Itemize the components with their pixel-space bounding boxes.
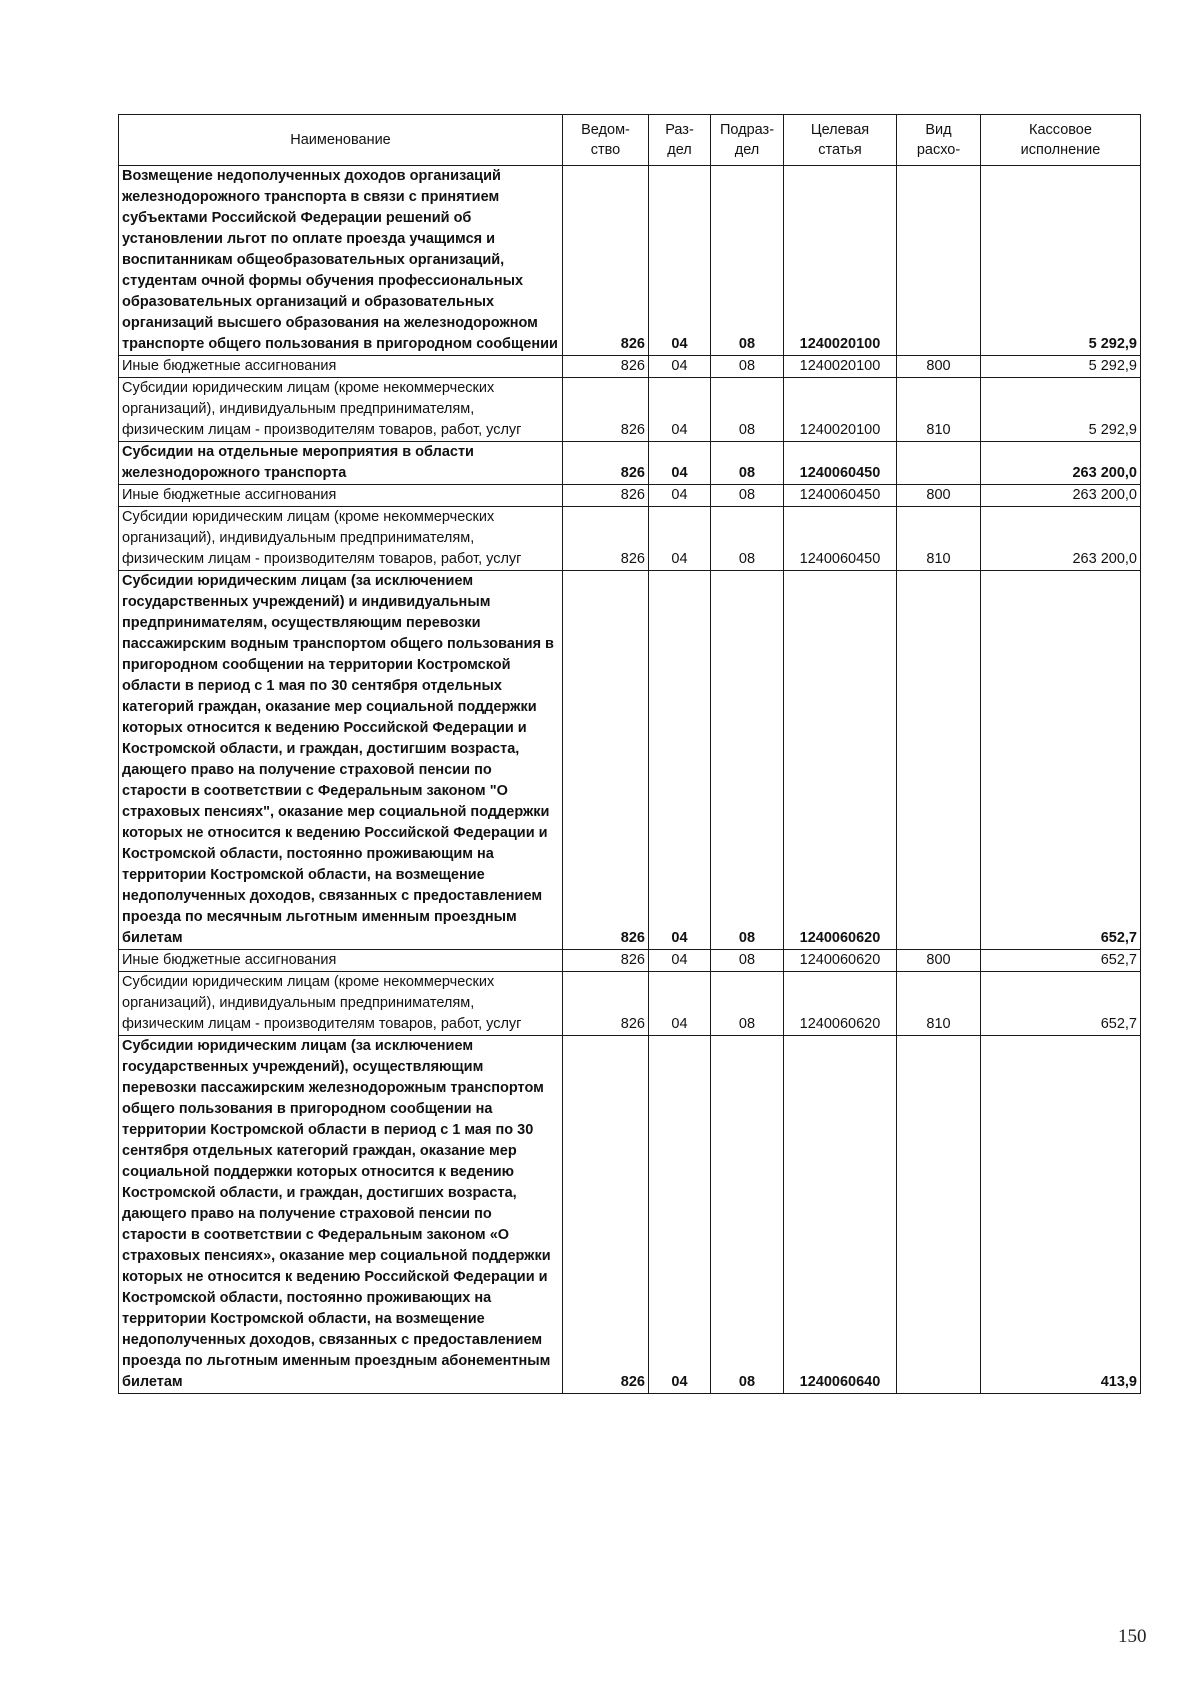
- table-row: [119, 571, 1141, 950]
- row-celevaya: 1240060450: [784, 507, 897, 571]
- row-vedomstvo: 826: [563, 507, 649, 571]
- row-vid: [897, 571, 981, 950]
- page-number: 150: [1118, 1626, 1147, 1647]
- row-celevaya: 1240060620: [784, 950, 897, 972]
- row-summa: 413,9: [981, 1036, 1141, 1394]
- row-podrazdel: 08: [711, 378, 784, 442]
- row-podrazdel: 08: [711, 950, 784, 972]
- row-summa: 5 292,9: [981, 356, 1141, 378]
- row-vedomstvo: 826: [563, 378, 649, 442]
- table-row: [119, 507, 1141, 571]
- row-razdel: 04: [649, 356, 711, 378]
- table-row: [119, 1036, 1141, 1394]
- row-summa: 263 200,0: [981, 485, 1141, 507]
- row-name: Иные бюджетные ассигнования: [119, 356, 563, 378]
- row-summa: 5 292,9: [981, 378, 1141, 442]
- row-podrazdel: 08: [711, 1036, 784, 1394]
- row-razdel: 04: [649, 485, 711, 507]
- row-celevaya: 1240060620: [784, 571, 897, 950]
- row-vedomstvo: 826: [563, 571, 649, 950]
- row-vedomstvo: 826: [563, 1036, 649, 1394]
- row-name: Субсидии юридическим лицам (за исключением государственных учреждений) и индивидуальным предпринимателям, осуществляющим перевозки пассажирским водным транспортом общего пользования в пригородном сообщении на территории Костромской области в период с 1 мая по 30 сентября отдельных категорий граждан, оказание мер социальной поддержки которых относится к ведению Российской Федерации и Костромской области, и граждан, достигшим возраста, дающего право на получение страховой пенсии по старости в соответствии с Федеральным законом "О страховых пенсиях", оказание мер социальной поддержки которых не относится к ведению Российской Федерации и Костромской области, постоянно проживающим на территории Костромской области, на возмещение недополученных доходов, связанных с предоставлением проезда по месячным льготным именным проездным билетам: [119, 571, 563, 950]
- row-name: Субсидии юридическим лицам (за исключением государственных учреждений), осуществляющим перевозки пассажирским железнодорожным транспортом общего пользования в пригородном сообщении на территории Костромской области в период с 1 мая по 30 сентября отдельных категорий граждан, оказание мер социальной поддержки которых относится к ведению Костромской области, и граждан, достигших возраста, дающего право на получение страховой пенсии по старости в соответствии с Федеральным законом «О страховых пенсиях», оказание мер социальной поддержки которых не относится к ведению Российской Федерации и Костромской области, постоянно проживающих на территории Костромской области, на возмещение недополученных доходов, связанных с предоставлением проезда по льготным именным проездным абонементным билетам: [119, 1036, 563, 1394]
- row-razdel: 04: [649, 378, 711, 442]
- row-celevaya: 1240020100: [784, 166, 897, 356]
- row-vid: 810: [897, 378, 981, 442]
- row-summa: 652,7: [981, 950, 1141, 972]
- row-razdel: 04: [649, 972, 711, 1036]
- row-celevaya: 1240060640: [784, 1036, 897, 1394]
- row-vedomstvo: 826: [563, 972, 649, 1036]
- row-razdel: 04: [649, 950, 711, 972]
- row-vid: 810: [897, 507, 981, 571]
- row-vid: [897, 1036, 981, 1394]
- row-name: Иные бюджетные ассигнования: [119, 485, 563, 507]
- header-name: Наименование: [119, 115, 563, 166]
- row-vid: 800: [897, 485, 981, 507]
- row-podrazdel: 08: [711, 356, 784, 378]
- row-celevaya: 1240020100: [784, 356, 897, 378]
- row-razdel: 04: [649, 571, 711, 950]
- header-celevaya: Целевая статья: [784, 115, 897, 166]
- row-razdel: 04: [649, 1036, 711, 1394]
- row-vedomstvo: 826: [563, 356, 649, 378]
- table-row: [119, 972, 1141, 1036]
- row-vid: [897, 442, 981, 485]
- table-row: [119, 950, 1141, 972]
- row-vid: 800: [897, 356, 981, 378]
- table-row: [119, 166, 1141, 356]
- row-vedomstvo: 826: [563, 485, 649, 507]
- row-vedomstvo: 826: [563, 950, 649, 972]
- row-celevaya: 1240060620: [784, 972, 897, 1036]
- row-celevaya: 1240060450: [784, 442, 897, 485]
- header-podrazdel: Подраз- дел: [711, 115, 784, 166]
- table-row: [119, 378, 1141, 442]
- row-summa: 263 200,0: [981, 442, 1141, 485]
- row-vid: 800: [897, 950, 981, 972]
- header-kassovoe: Кассовое исполнение: [981, 115, 1141, 166]
- row-name: Возмещение недополученных доходов организаций железнодорожного транспорта в связи с принятием субъектами Российской Федерации решений об установлении льгот по оплате проезда учащимся и воспитанникам общеобразовательных организаций, студентам очной формы обучения профессиональных образовательных организаций и образовательных организаций высшего образования на железнодорожном транспорте общего пользования в пригородном сообщении: [119, 166, 563, 356]
- table-row: [119, 442, 1141, 485]
- header-vedomstvo: Ведом- ство: [563, 115, 649, 166]
- row-vedomstvo: 826: [563, 442, 649, 485]
- header-razdel: Раз- дел: [649, 115, 711, 166]
- row-celevaya: 1240020100: [784, 378, 897, 442]
- row-podrazdel: 08: [711, 972, 784, 1036]
- row-podrazdel: 08: [711, 442, 784, 485]
- row-podrazdel: 08: [711, 166, 784, 356]
- table-header-row: [119, 115, 1141, 166]
- row-podrazdel: 08: [711, 485, 784, 507]
- row-summa: 5 292,9: [981, 166, 1141, 356]
- row-razdel: 04: [649, 442, 711, 485]
- row-name: Субсидии юридическим лицам (кроме некоммерческих организаций), индивидуальным предпринимателям, физическим лицам - производителям товаров, работ, услуг: [119, 378, 563, 442]
- table-row: [119, 356, 1141, 378]
- row-celevaya: 1240060450: [784, 485, 897, 507]
- table-row: [119, 485, 1141, 507]
- row-podrazdel: 08: [711, 571, 784, 950]
- row-summa: 263 200,0: [981, 507, 1141, 571]
- row-podrazdel: 08: [711, 507, 784, 571]
- row-vedomstvo: 826: [563, 166, 649, 356]
- row-razdel: 04: [649, 507, 711, 571]
- row-vid: 810: [897, 972, 981, 1036]
- row-summa: 652,7: [981, 972, 1141, 1036]
- row-name: Субсидии юридическим лицам (кроме некоммерческих организаций), индивидуальным предпринимателям, физическим лицам - производителям товаров, работ, услуг: [119, 507, 563, 571]
- row-razdel: 04: [649, 166, 711, 356]
- row-summa: 652,7: [981, 571, 1141, 950]
- row-vid: [897, 166, 981, 356]
- budget-table: [118, 114, 1141, 1394]
- header-vid: Вид расхо-: [897, 115, 981, 166]
- row-name: Субсидии юридическим лицам (кроме некоммерческих организаций), индивидуальным предпринимателям, физическим лицам - производителям товаров, работ, услуг: [119, 972, 563, 1036]
- row-name: Иные бюджетные ассигнования: [119, 950, 563, 972]
- row-name: Субсидии на отдельные мероприятия в области железнодорожного транспорта: [119, 442, 563, 485]
